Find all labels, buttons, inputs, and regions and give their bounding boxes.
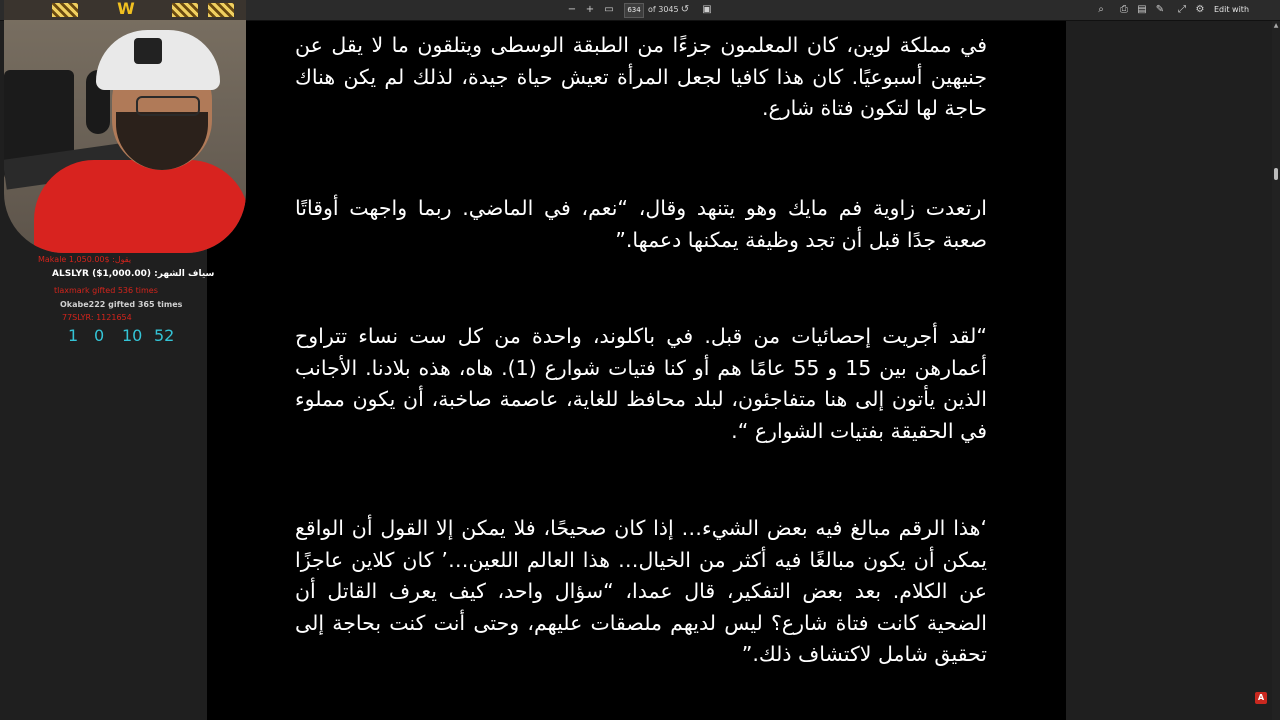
annotate-icon[interactable]: ✎ [1155, 4, 1165, 15]
counter-2: 0 [94, 326, 105, 345]
fit-page-icon[interactable]: ▭ [604, 4, 614, 15]
paragraph-3: “لقد أجريت إحصائيات من قبل. في باكلوند، واحدة من كل ست نساء تتراوح أعمارهن بين 15 و 55 عامًا هم أو كنا فتيات شوارع (1). هاه، هذه بلادنا. الأجانب الذين يأتون إلى هنا متفاجئون، لبلد محافظ للغاية، عاصمة صاخبة، أن يكون مملوء في الحقيقة بفتيات الشوارع “. [295, 324, 987, 443]
overlay-red-line-2: tlaxmark gifted 536 times [54, 286, 158, 295]
decoration-far-right-icon [208, 3, 234, 17]
vertical-scrollbar[interactable] [1272, 21, 1280, 720]
decoration-right-icon [172, 3, 198, 17]
print-icon[interactable]: ⎙ [1120, 4, 1128, 15]
stream-counters [62, 326, 182, 346]
page-number-input[interactable]: 634 [624, 3, 644, 18]
webcam-overlay [4, 0, 246, 253]
page-view-icon[interactable]: ▣ [702, 4, 712, 15]
zoom-in-icon[interactable]: + [585, 4, 595, 15]
paragraph-2: ارتعدت زاوية فم مايك وهو يتنهد وقال، “نعم، في الماضي. ربما واجهت أوقاتًا صعبة جدًا قبل أن تجد وظيفة يمكنها دعمها.” [295, 196, 987, 252]
scroll-up-icon[interactable]: ▲ [1273, 22, 1279, 29]
acrobat-icon[interactable]: A [1255, 692, 1267, 704]
counter-3: 10 [122, 326, 143, 345]
zoom-out-icon[interactable]: − [567, 4, 577, 15]
paragraph-4: ‘هذا الرقم مبالغ فيه بعض الشيء… إذا كان صحيحًا، فلا يمكن إلا القول أن الواقع يمكن أن يكون مبالغًا فيه أكثر من الخيال… هذا العالم اللعين…’ كان كلاين عاجزًا عن الكلام. بعد بعض التفكير، قال عمدا، “سؤال واحد، كيف يعرف القاتل أن الضحية كانت فتاة شارع؟ ليس لديهم ملصقات عليهم، وحتى أنت كنت بحاجة إلى تحقيق شامل لاكتشاف ذلك.” [295, 516, 987, 666]
search-icon[interactable]: ⌕ [1098, 4, 1104, 15]
page-total: of 3045 [648, 5, 679, 14]
document-margin-right [1066, 21, 1280, 720]
document-page [207, 21, 1066, 720]
overlay-red-line-3: 77SLYR: 1121654 [62, 313, 132, 322]
top-donor-line: ALSLYR ($1,000.00) :سياف الشهر [52, 269, 215, 279]
streamer-shirt [34, 160, 246, 253]
cap-logo-icon [134, 38, 162, 64]
gift-line: Okabe222 gifted 365 times [60, 300, 183, 309]
edit-with-acrobat-button[interactable]: Edit with [1214, 5, 1250, 14]
counter-4: 52 [154, 326, 175, 345]
rotate-icon[interactable]: ↺ [680, 4, 690, 15]
crown-logo-icon: W [117, 0, 135, 18]
settings-icon[interactable]: ⚙ [1195, 4, 1205, 15]
scrollbar-thumb[interactable] [1274, 168, 1278, 180]
decoration-left-icon [52, 3, 78, 17]
paragraph-1: في مملكة لوين، كان المعلمون جزءًا من الطبقة الوسطى ويتلقون ما لا يقل عن جنيهين أسبوعيًا. كان هذا كافيا لجعل المرأة تعيش حياة جيدة، لذلك لم يكن هناك حاجة لها لتكون فتاة شارع. [295, 33, 987, 120]
counter-1: 1 [68, 326, 79, 345]
overlay-red-line-1: Makale يقول: $1,050.00 [38, 255, 132, 264]
fullscreen-icon[interactable]: ⤢ [1178, 4, 1186, 15]
save-icon[interactable]: ▤ [1137, 4, 1147, 15]
streamer-glasses [136, 96, 200, 116]
